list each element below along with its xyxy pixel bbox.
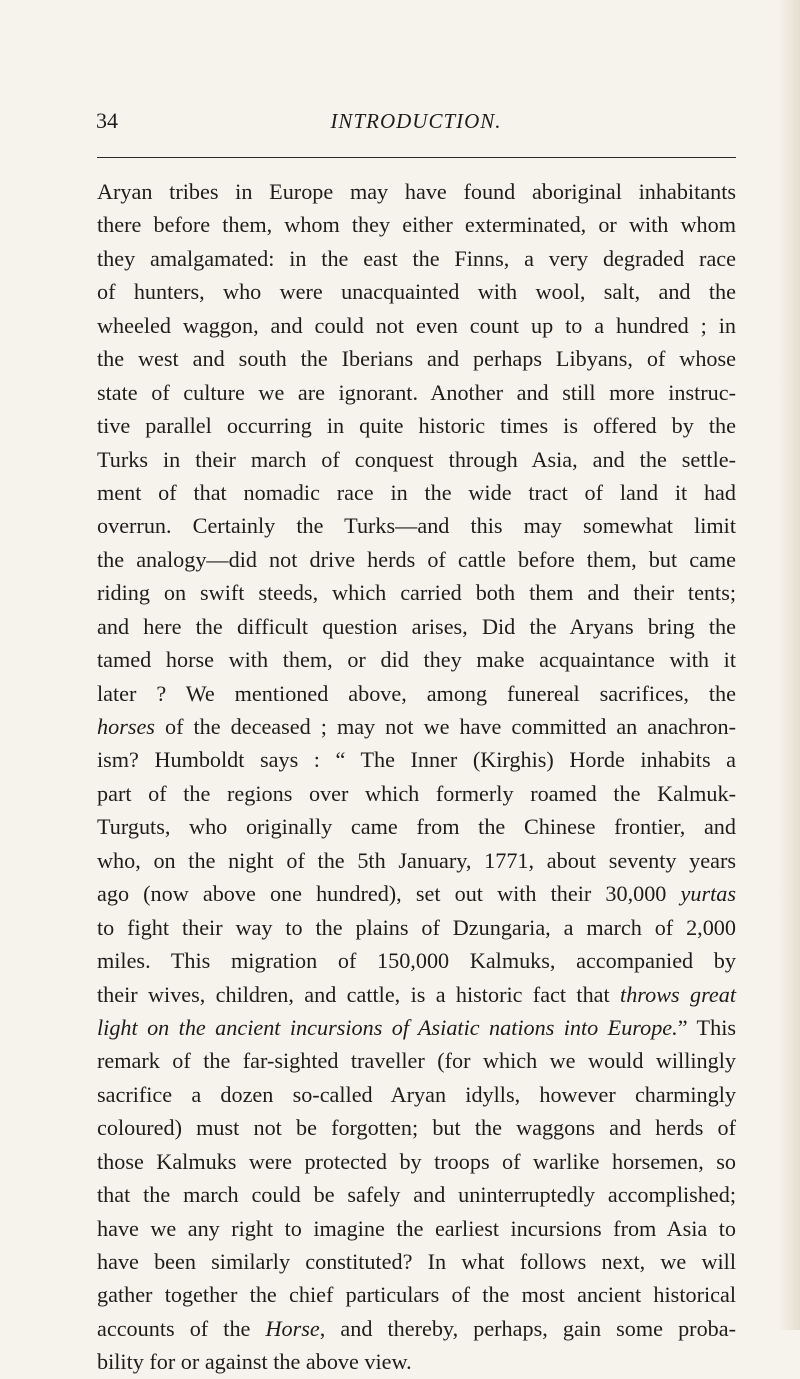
- text-line: [97, 978, 736, 1011]
- text-run: who, on the night of the 5th January, 1771, about seventy years: [97, 847, 736, 873]
- text-run: state of culture we are ignorant. Another and still more instruc-: [97, 379, 736, 405]
- text-run: of the deceased ; may not we have committed an anachron-: [154, 714, 736, 739]
- text-run: sacrifice a dozen so-called Aryan idylls, however charmingly: [97, 1081, 736, 1107]
- text-line: [97, 1245, 736, 1278]
- italic-text: yurtas: [680, 881, 736, 907]
- text-line: [97, 911, 736, 944]
- text-run: have been similarly constituted? In what follows next, we will: [97, 1249, 736, 1274]
- text-line: [97, 242, 736, 275]
- text-run: ment of that nomadic race in the wide tract of land it had: [97, 479, 736, 505]
- text-run: bility for or against the above view.: [97, 1349, 412, 1375]
- header-rule: [97, 157, 736, 158]
- text-run: the west and south the Iberians and perhaps Libyans, of whose: [97, 346, 736, 372]
- text-run: gather together the chief particulars of the most ancient historical: [97, 1282, 736, 1308]
- text-line: [97, 743, 736, 776]
- text-run: those Kalmuks were protected by troops of warlike horsemen, so: [97, 1148, 736, 1174]
- text-run: ” This: [677, 1014, 736, 1040]
- text-run: have we any right to imagine the earliest incursions from Asia to: [97, 1215, 736, 1241]
- italic-text: Horse: [265, 1315, 320, 1341]
- text-run: riding on swift steeds, which carried both them and their tents;: [97, 580, 736, 606]
- text-line: [97, 844, 736, 877]
- text-line: [97, 309, 736, 342]
- text-line: [97, 944, 736, 977]
- text-line: [97, 1044, 736, 1077]
- text-run: later ? We mentioned above, among funereal sacrifices, the: [97, 680, 736, 706]
- page-number: 34: [96, 108, 118, 133]
- text-line: [97, 810, 736, 843]
- text-run: coloured) must not be forgotten; but the waggons and herds of: [97, 1115, 736, 1141]
- text-line: [97, 208, 736, 241]
- italic-text: throws great: [620, 981, 736, 1007]
- text-run: their wives, children, and cattle, is a historic fact that: [97, 981, 621, 1007]
- text-run: they amalgamated: in the east the Finns, a very degraded race: [97, 245, 736, 271]
- text-run: tamed horse with them, or did they make acquaintance with it: [97, 647, 736, 673]
- text-line: [97, 710, 736, 743]
- text-run: and here the difficult question arises, Did the Aryans bring the: [97, 613, 736, 639]
- page-header: [96, 104, 736, 138]
- body-paragraph: [97, 175, 736, 1379]
- text-line: [97, 175, 736, 208]
- italic-text: horses: [97, 714, 155, 739]
- text-run: miles. This migration of 150,000 Kalmuks, accompanied by: [97, 948, 736, 974]
- text-line: [97, 409, 736, 442]
- running-head: INTRODUCTION.: [330, 109, 502, 133]
- page-edge-shadow: [778, 0, 800, 1330]
- text-line: [97, 342, 736, 375]
- text-run: the analogy—did not drive herds of cattle before them, but came: [97, 546, 736, 572]
- text-run: overrun. Certainly the Turks—and this may somewhat limit: [97, 513, 736, 539]
- text-line: [97, 643, 736, 676]
- text-run: tive parallel occurring in quite historic times is offered by the: [97, 413, 736, 439]
- text-line: [97, 1011, 736, 1044]
- text-run: to fight their way to the plains of Dzungaria, a march of 2,000: [97, 914, 736, 940]
- text-line: [97, 275, 736, 308]
- text-line: [97, 376, 736, 409]
- text-run: , and thereby, perhaps, gain some proba-: [319, 1315, 736, 1341]
- text-line: [97, 543, 736, 576]
- text-line: [97, 1278, 736, 1311]
- text-line: [97, 1111, 736, 1144]
- text-line: [97, 777, 736, 810]
- text-line: [97, 610, 736, 643]
- text-run: Turguts, who originally came from the Chinese frontier, and: [97, 814, 736, 840]
- text-line: [97, 576, 736, 609]
- text-run: Turks in their march of conquest through Asia, and the settle-: [97, 446, 736, 472]
- text-run: part of the regions over which formerly roamed the Kalmuk-: [97, 780, 736, 806]
- text-run: Aryan tribes in Europe may have found aboriginal inhabitants: [97, 179, 736, 204]
- text-run: there before them, whom they either exterminated, or with whom: [97, 212, 736, 238]
- text-line: [97, 1145, 736, 1178]
- text-run: of hunters, who were unacquainted with wool, salt, and the: [97, 279, 736, 305]
- text-line: [97, 443, 736, 476]
- text-line: [97, 1345, 736, 1378]
- text-run: that the march could be safely and uninterruptedly accomplished;: [97, 1182, 736, 1208]
- text-line: [97, 677, 736, 710]
- text-run: remark of the far-sighted traveller (for which we would willingly: [97, 1048, 736, 1074]
- text-run: accounts of the: [97, 1315, 266, 1341]
- text-run: ism? Humboldt says : “ The Inner (Kirghis) Horde inhabits a: [97, 747, 736, 773]
- text-line: [97, 1312, 736, 1345]
- text-run: wheeled waggon, and could not even count up to a hundred ; in: [97, 312, 736, 338]
- text-line: [97, 476, 736, 509]
- text-line: [97, 1212, 736, 1245]
- text-line: [97, 1078, 736, 1111]
- text-line: [97, 877, 736, 910]
- italic-text: light on the ancient incursions of Asiatic nations into Europe.: [97, 1014, 678, 1040]
- text-line: [97, 1178, 736, 1211]
- text-line: [97, 509, 736, 542]
- text-run: ago (now above one hundred), set out with their 30,000: [97, 881, 681, 907]
